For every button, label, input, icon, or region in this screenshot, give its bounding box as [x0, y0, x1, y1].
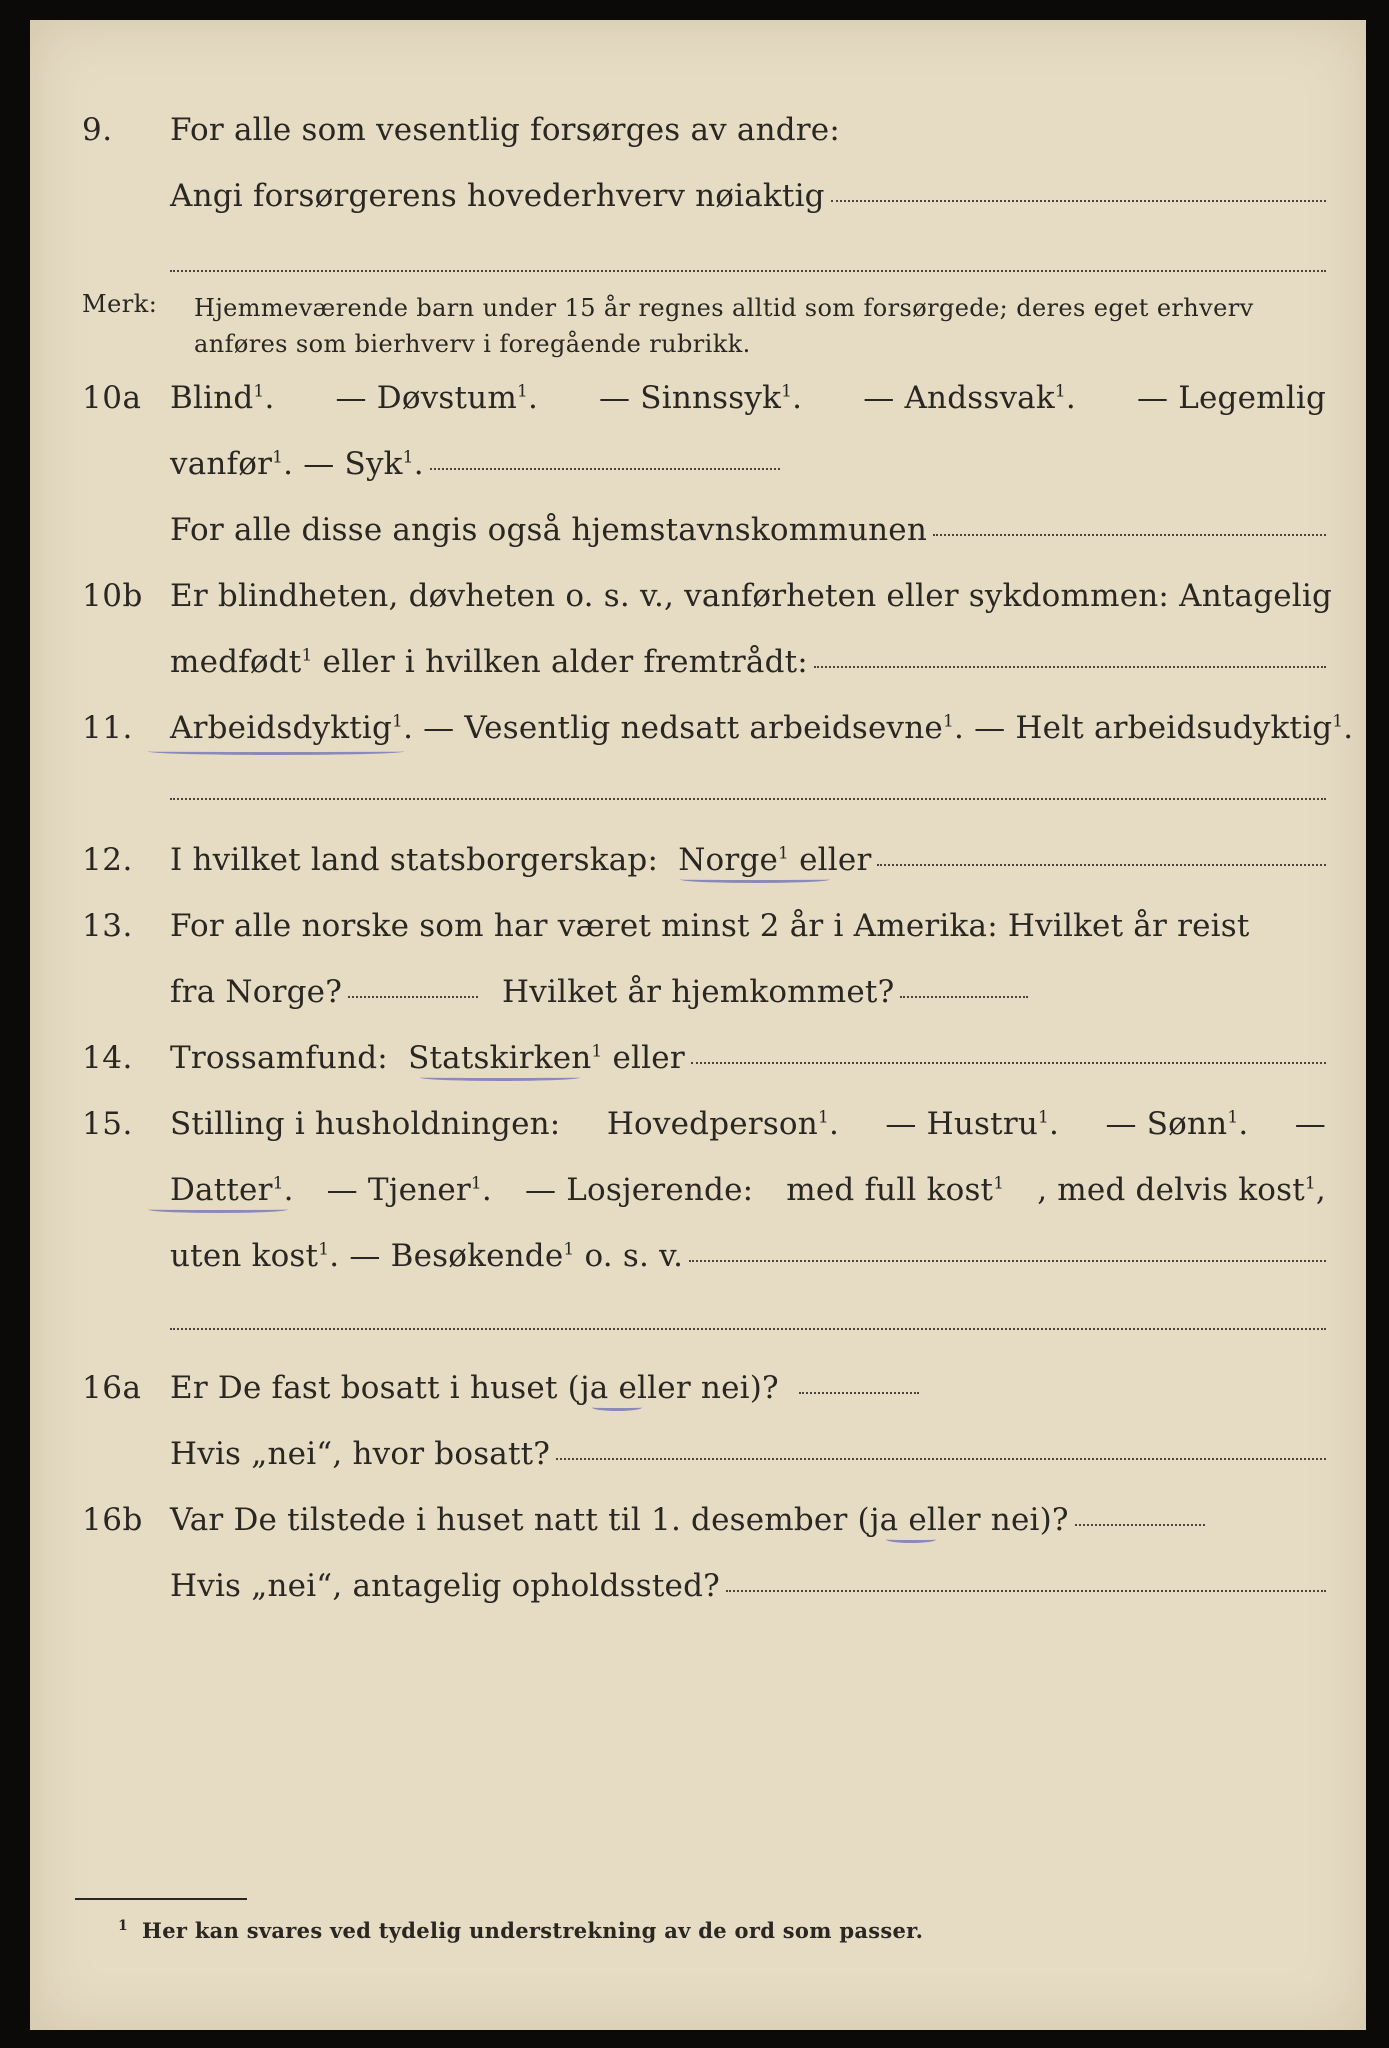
question-16a-line1: [30, 1370, 1366, 1426]
option-statskirken[interactable]: Statskirken$^1$: [408, 1040, 603, 1076]
census-form-page: [30, 20, 1366, 2030]
question-15-line3: [30, 1238, 1366, 1294]
question-text: Hvis „nei“, antagelig opholdssted?: [170, 1568, 720, 1604]
answer-field[interactable]: [556, 1458, 1326, 1460]
question-number: 14.: [82, 1040, 133, 1076]
answer-field[interactable]: [726, 1590, 1326, 1592]
handwritten-underline-norge: [680, 876, 830, 883]
question-text: Var De tilstede i huset natt til 1. desember (ja eller nei)?: [170, 1502, 1069, 1538]
question-text: For alle som vesentlig forsørges av andre:: [170, 112, 840, 148]
question-15-line2: [30, 1172, 1366, 1228]
option-delvis-kost[interactable]: , med delvis kost$^1$,: [1037, 1172, 1326, 1208]
footnote: [118, 1918, 923, 1943]
answer-field[interactable]: [1075, 1524, 1205, 1526]
question-10a-line1: [30, 380, 1366, 436]
footnote-mark: 1: [118, 1918, 129, 1934]
option-datter[interactable]: Datter$^1$.: [170, 1172, 294, 1208]
answer-field[interactable]: [689, 1260, 1326, 1262]
option-syk[interactable]: — Syk$^1$.: [303, 446, 424, 482]
question-text: fra Norge?: [170, 974, 343, 1010]
option-full-kost[interactable]: med full kost$^1$: [786, 1172, 1005, 1208]
question-number: 16a: [82, 1370, 142, 1406]
option-uten-kost[interactable]: uten kost$^1$.: [170, 1238, 350, 1274]
question-10a-line3: [30, 512, 1366, 568]
answer-field[interactable]: [799, 1392, 919, 1394]
question-11-line1: [30, 710, 1366, 766]
label-losjerende: — Losjerende:: [524, 1172, 754, 1208]
answer-field[interactable]: [430, 468, 780, 470]
answer-field-year-returned[interactable]: [900, 996, 1028, 998]
option-dovstum[interactable]: — Døvstum$^1$.: [335, 380, 539, 416]
option-blind[interactable]: Blind$^1$.: [170, 380, 275, 416]
question-number: 10a: [82, 380, 142, 416]
option-sinnssyk[interactable]: — Sinnssyk$^1$.: [599, 380, 803, 416]
question-number: 10b: [82, 578, 143, 614]
question-text: Hvilket år hjemkommet?: [502, 974, 895, 1010]
question-9-line1: [30, 112, 1366, 168]
dash: —: [1294, 1106, 1326, 1142]
answer-field[interactable]: [877, 864, 1326, 866]
handwritten-underline-statskirken: [420, 1074, 580, 1081]
merk-label: Merk:: [82, 290, 158, 318]
question-14-line1: [30, 1040, 1366, 1096]
option-sonn[interactable]: — Sønn$^1$.: [1105, 1106, 1249, 1142]
option-medfodt[interactable]: medfødt$^1$: [170, 644, 313, 680]
answer-field[interactable]: [831, 200, 1326, 202]
question-9-line2: [30, 178, 1366, 234]
option-nedsatt-arbeidsevne[interactable]: — Vesentlig nedsatt arbeidsevne$^1$.: [423, 710, 975, 746]
option-norge[interactable]: Norge$^1$: [678, 842, 790, 878]
question-text: I hvilket land statsborgerskap:: [170, 842, 659, 878]
question-10b-line2: [30, 644, 1366, 700]
option-helt-arbeidsudyktig[interactable]: — Helt arbeidsudyktig$^1$.: [974, 710, 1354, 746]
question-16b-line2: [30, 1568, 1366, 1624]
question-number: 9.: [82, 112, 113, 148]
question-12-line1: [30, 842, 1366, 898]
answer-field-continuation[interactable]: [170, 270, 1326, 272]
question-16a-line2: [30, 1436, 1366, 1492]
option-tjener[interactable]: — Tjener$^1$.: [326, 1172, 492, 1208]
question-text: Stilling i husholdningen:: [170, 1106, 561, 1142]
merk-note: [30, 290, 1366, 370]
handwritten-underline-arbeidsdyktig: [148, 748, 404, 755]
question-number: 13.: [82, 908, 133, 944]
question-13-line2: [30, 974, 1366, 1030]
question-number: 12.: [82, 842, 133, 878]
handwritten-underline-ja: [592, 1404, 642, 1411]
question-number: 16b: [82, 1502, 143, 1538]
handwritten-underline-ja: [886, 1536, 936, 1543]
question-text: Angi forsørgerens hovederhverv nøiaktig: [170, 178, 825, 214]
question-text: eller i hvilken alder fremtrådt:: [322, 644, 808, 680]
option-hovedperson[interactable]: Hovedperson$^1$.: [606, 1106, 840, 1142]
question-text: Er blindheten, døvheten o. s. v., vanførheten eller sykdommen: Antagelig: [170, 578, 1333, 614]
answer-field-year-left[interactable]: [348, 996, 478, 998]
question-number: 11.: [82, 710, 133, 746]
question-13-line1: [30, 908, 1366, 964]
question-16b-line1: [30, 1502, 1366, 1558]
footnote-rule: [75, 1898, 247, 1900]
option-hustru[interactable]: — Hustru$^1$.: [885, 1106, 1060, 1142]
question-10b-line1: [30, 578, 1366, 634]
question-text: For alle disse angis også hjemstavnskommunen: [170, 512, 927, 548]
question-15-line1: [30, 1106, 1366, 1162]
option-vanfor[interactable]: vanfør$^1$.: [170, 446, 304, 482]
question-text: eller: [612, 1040, 685, 1076]
question-text: Trossamfund:: [170, 1040, 388, 1076]
option-legemlig[interactable]: — Legemlig: [1136, 380, 1326, 416]
answer-field[interactable]: [814, 666, 1326, 668]
footnote-text: Her kan svares ved tydelig understrekning av de ord som passer.: [142, 1918, 924, 1943]
answer-field[interactable]: [933, 534, 1326, 536]
question-text: eller: [799, 842, 872, 878]
handwritten-underline-datter: [148, 1206, 288, 1213]
question-number: 15.: [82, 1106, 133, 1142]
merk-text: Hjemmeværende barn under 15 år regnes alltid som forsørgede; deres eget erhverv anføres som bierhverv i foregående rubrikk.: [194, 294, 1254, 358]
question-text: o. s. v.: [584, 1238, 684, 1274]
question-10a-line2: [30, 446, 1366, 502]
question-text: Er De fast bosatt i huset (ja eller nei)?: [170, 1370, 779, 1406]
answer-field[interactable]: [170, 798, 1326, 800]
option-besokende[interactable]: — Besøkende$^1$: [349, 1238, 575, 1274]
option-andssvak[interactable]: — Andssvak$^1$.: [863, 380, 1076, 416]
option-arbeidsdyktig[interactable]: Arbeidsdyktig$^1$.: [170, 710, 424, 746]
question-text: For alle norske som har været minst 2 år i Amerika: Hvilket år reist: [170, 908, 1250, 944]
answer-field-continuation[interactable]: [170, 1328, 1326, 1330]
answer-field[interactable]: [691, 1062, 1326, 1064]
question-text: Hvis „nei“, hvor bosatt?: [170, 1436, 551, 1472]
